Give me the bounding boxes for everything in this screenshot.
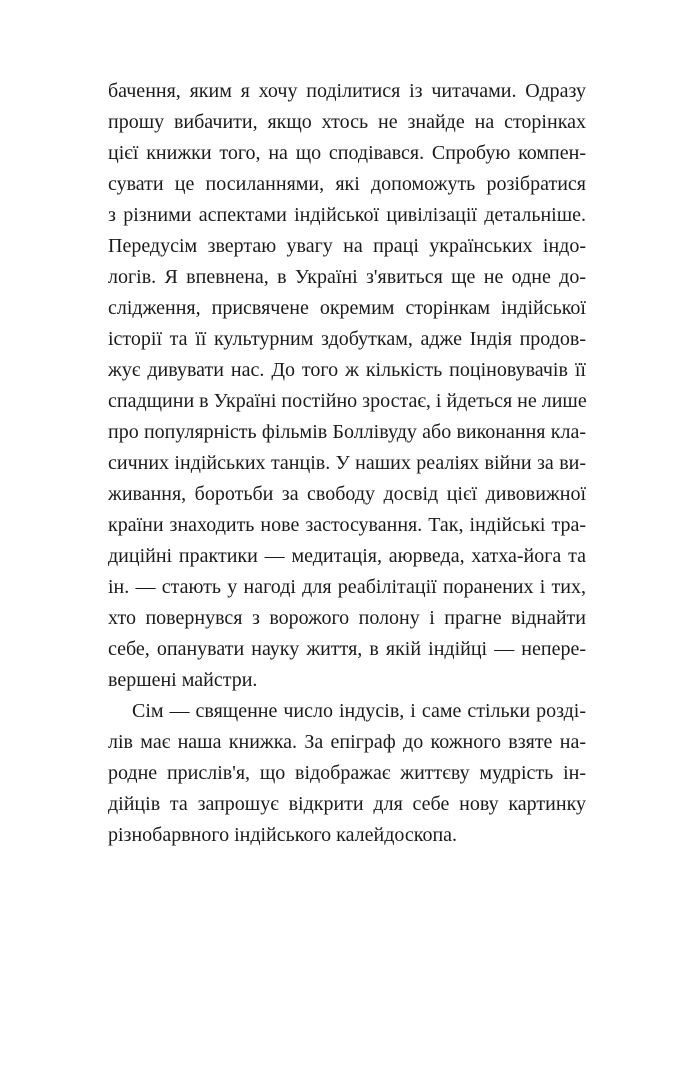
text-line: цієї книжки того, на що сподівався. Спробую компен- [108, 142, 586, 164]
text-line: хто повернувся з ворожого полону і прагне віднайти [108, 607, 586, 629]
text-line: слідження, присвячене окремим сторінкам індійської [108, 297, 586, 319]
text-line: історії та її культурним здобуткам, адже Індія продов- [108, 328, 586, 350]
text-line: сичних індійських танців. У наших реаліях війни за ви- [108, 452, 586, 474]
text-line: прошу вибачити, якщо хтось не знайде на сторінках [108, 111, 586, 133]
paragraph-2 [108, 696, 586, 851]
text-line: лів має наша книжка. За епіграф до кожного взяте на- [108, 731, 586, 753]
text-line: вершені майстри. [108, 669, 258, 691]
paragraph-1 [108, 76, 586, 696]
text-line: про популярність фільмів Боллівуду або виконання кла- [108, 421, 586, 443]
text-line: Сім — священне число індусів, і саме стільки розді- [132, 700, 586, 722]
text-line: спадщини в Україні постійно зростає, і йдеться не лише [108, 390, 587, 412]
text-line: логів. Я впевнена, в Україні з'явиться ще не одне до- [108, 266, 586, 288]
text-line: з різними аспектами індійської цивілізації детальніше. [108, 204, 586, 226]
text-line: бачення, яким я хочу поділитися із читачами. Одразу [108, 80, 586, 102]
text-line: дійців та запрошує відкрити для себе нову картинку [108, 793, 586, 815]
text-line: сувати це посиланнями, які допоможуть розібратися [108, 173, 586, 195]
text-line: різнобарвного індійського калейдоскопа. [108, 824, 458, 846]
text-line: ін. — стають у нагоді для реабілітації поранених і тих, [108, 576, 586, 598]
text-line: країни знаходить нове застосування. Так, індійські тра- [108, 514, 586, 536]
text-line: диційні практики — медитація, аюрведа, хатха-йога та [108, 545, 586, 567]
text-line: жує дивувати нас. До того ж кількість поціновувачів її [108, 359, 586, 381]
text-line: родне прислів'я, що відображає життєву мудрість ін- [108, 762, 586, 784]
page-text [108, 76, 586, 851]
text-line: себе, опанувати науку життя, в якій індійці — непере- [108, 638, 586, 660]
text-line: живання, боротьби за свободу досвід цієї дивовижної [108, 483, 586, 505]
text-line: Передусім звертаю увагу на праці українських індо- [108, 235, 586, 257]
